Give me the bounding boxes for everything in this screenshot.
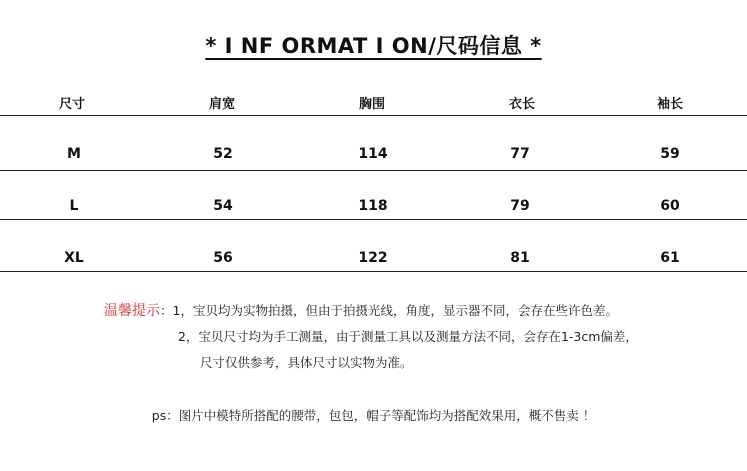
cell-sleeve: 59 (660, 146, 680, 162)
note-line-3: 尺寸仅供参考，具体尺寸以实物为准。 (200, 355, 413, 370)
cell-sleeve: 60 (660, 198, 680, 214)
header-shoulder: 肩宽 (208, 97, 236, 112)
cell-shoulder: 56 (213, 250, 233, 266)
page-title: * I NF ORMAT I ON/尺码信息 * (205, 34, 542, 58)
header-length: 衣长 (508, 97, 536, 112)
cell-length: 79 (510, 198, 530, 214)
note-text-1: ：1，宝贝均为实物拍摄，但由于拍摄光线，角度，显示器不同，会存在些许色差。 (160, 303, 618, 318)
cell-size: XL (64, 250, 84, 266)
divider (0, 271, 747, 272)
table-row (0, 198, 747, 224)
note-line-2: 2，宝贝尺寸均为手工测量，由于测量工具以及测量方法不同，会存在1-3cm偏差， (178, 329, 638, 344)
cell-shoulder: 52 (213, 146, 233, 162)
divider (0, 219, 747, 220)
header-chest: 胸围 (358, 97, 386, 112)
header-size: 尺寸 (58, 97, 86, 112)
cell-sleeve: 61 (660, 250, 680, 266)
notes-label: 温馨提示 (104, 303, 160, 319)
note-line-1 (104, 300, 618, 320)
cell-size: M (67, 146, 81, 162)
cell-length: 77 (510, 146, 530, 162)
table-row (0, 250, 747, 276)
cell-shoulder: 54 (213, 198, 233, 214)
cell-chest: 114 (358, 146, 388, 162)
divider (0, 115, 747, 116)
ps-note: ps：图片中模特所搭配的腰带，包包，帽子等配饰均为搭配效果用，概不售卖 ！ (151, 408, 596, 423)
header-sleeve: 袖长 (656, 97, 684, 112)
divider (0, 170, 747, 171)
cell-length: 81 (510, 250, 530, 266)
cell-size: L (69, 198, 79, 214)
size-table (0, 90, 747, 266)
cell-chest: 122 (358, 250, 388, 266)
table-row (0, 146, 747, 172)
cell-chest: 118 (358, 198, 388, 214)
